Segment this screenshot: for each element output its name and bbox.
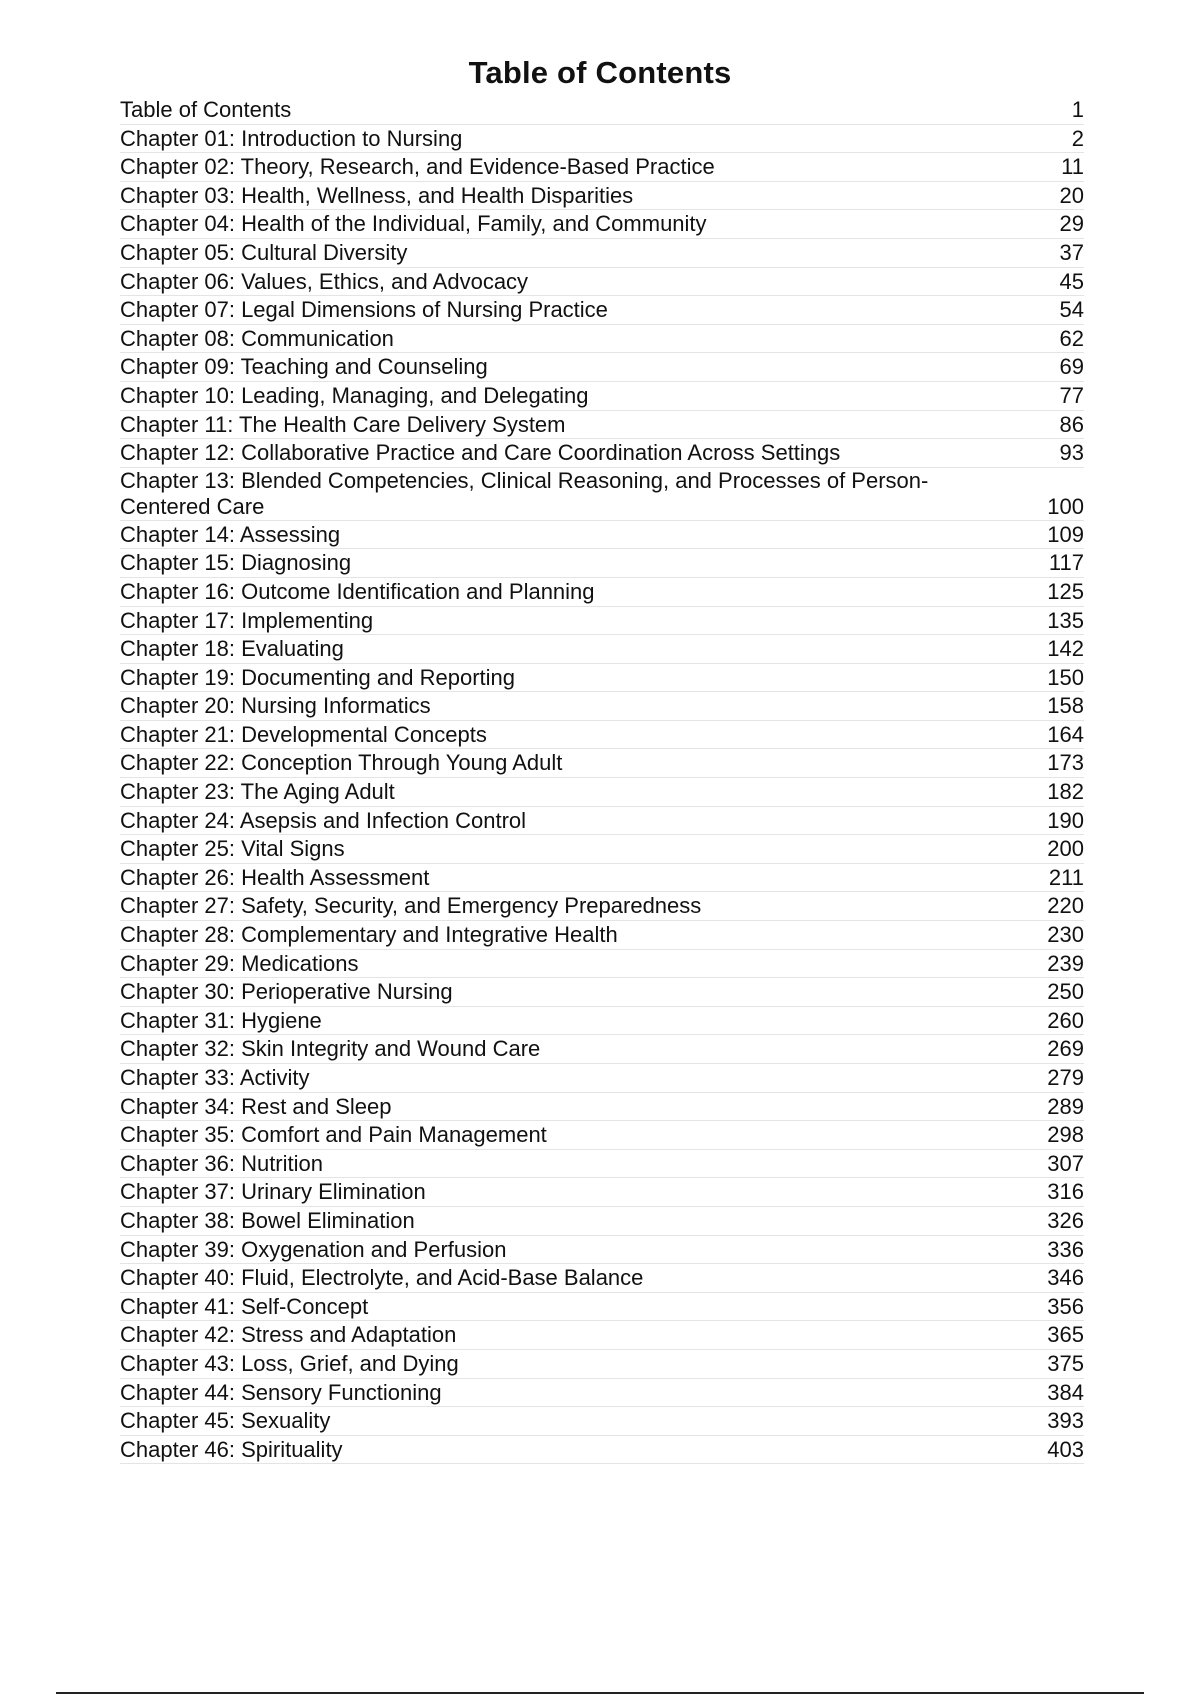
toc-entry-page-number: 93 bbox=[1059, 440, 1084, 466]
toc-entry-page-number: 403 bbox=[1047, 1436, 1084, 1462]
toc-entry-page-number: 326 bbox=[1047, 1207, 1084, 1233]
toc-entry-page-number: 279 bbox=[1047, 1065, 1084, 1090]
toc-entry[interactable] bbox=[120, 1350, 1084, 1379]
toc-entry-label: Chapter 11: The Health Care Delivery System bbox=[120, 411, 566, 437]
toc-entry-label: Chapter 44: Sensory Functioning bbox=[120, 1379, 442, 1405]
toc-entry[interactable] bbox=[120, 96, 1084, 125]
toc-entry[interactable] bbox=[120, 153, 1084, 182]
toc-entry[interactable] bbox=[120, 692, 1084, 721]
toc-entry-label: Chapter 42: Stress and Adaptation bbox=[120, 1322, 457, 1348]
toc-entry[interactable] bbox=[120, 778, 1084, 807]
toc-entry[interactable] bbox=[120, 1207, 1084, 1236]
toc-entry-page-number: 289 bbox=[1047, 1093, 1084, 1119]
toc-entry-label: Chapter 17: Implementing bbox=[120, 607, 374, 633]
toc-entry-page-number: 158 bbox=[1047, 693, 1084, 719]
toc-entry-page-number: 2 bbox=[1071, 125, 1084, 151]
toc-entry-page-number: 211 bbox=[1048, 864, 1084, 890]
toc-entry[interactable] bbox=[120, 325, 1084, 354]
toc-entry-label: Chapter 30: Perioperative Nursing bbox=[120, 979, 453, 1005]
toc-entry-label: Chapter 07: Legal Dimensions of Nursing Practice bbox=[120, 297, 608, 323]
toc-entry-page-number: 37 bbox=[1059, 239, 1084, 265]
toc-entry-label: Chapter 33: Activity bbox=[120, 1065, 310, 1090]
toc-entry[interactable] bbox=[120, 607, 1084, 636]
toc-entry-label: Chapter 37: Urinary Elimination bbox=[120, 1179, 426, 1205]
toc-entry-page-number: 54 bbox=[1059, 297, 1084, 323]
toc-entry-label: Chapter 08: Communication bbox=[120, 325, 394, 351]
toc-entry[interactable] bbox=[120, 1293, 1084, 1322]
toc-entry-page-number: 1 bbox=[1071, 97, 1084, 122]
toc-entry-label: Chapter 23: The Aging Adult bbox=[120, 779, 395, 805]
toc-entry-page-number: 69 bbox=[1059, 354, 1084, 380]
toc-entry[interactable] bbox=[120, 835, 1084, 864]
toc-entry[interactable] bbox=[120, 1321, 1084, 1350]
toc-entry-label: Chapter 28: Complementary and Integrative Health bbox=[120, 922, 618, 948]
toc-entry-page-number: 100 bbox=[1047, 493, 1084, 519]
toc-entry-label: Chapter 12: Collaborative Practice and Care Coordination Across Settings bbox=[120, 440, 841, 466]
toc-entry[interactable] bbox=[120, 921, 1084, 950]
toc-entry[interactable] bbox=[120, 268, 1084, 297]
toc-entry-page-number: 86 bbox=[1059, 411, 1084, 437]
toc-entry-page-number: 173 bbox=[1047, 750, 1084, 776]
bottom-rule bbox=[56, 1692, 1144, 1694]
toc-entry-page-number: 109 bbox=[1047, 521, 1084, 547]
toc-entry-page-number: 62 bbox=[1059, 325, 1084, 351]
toc-entry-page-number: 230 bbox=[1047, 922, 1084, 948]
toc-entry-page-number: 356 bbox=[1047, 1293, 1084, 1319]
toc-entry-page-number: 336 bbox=[1047, 1236, 1084, 1262]
toc-entry[interactable] bbox=[120, 1150, 1084, 1179]
toc-entry[interactable] bbox=[120, 239, 1084, 268]
toc-entry-page-number: 45 bbox=[1059, 268, 1084, 294]
toc-entry-label: Chapter 36: Nutrition bbox=[120, 1150, 323, 1176]
toc-entry-label: Chapter 04: Health of the Individual, Family, and Community bbox=[120, 211, 707, 237]
toc-entry[interactable] bbox=[120, 411, 1084, 440]
table-of-contents bbox=[120, 96, 1084, 1464]
toc-entry-page-number: 269 bbox=[1047, 1036, 1084, 1062]
toc-entry[interactable] bbox=[120, 1035, 1084, 1064]
toc-entry-label: Chapter 41: Self-Concept bbox=[120, 1293, 369, 1319]
toc-entry-page-number: 316 bbox=[1047, 1179, 1084, 1205]
toc-entry-label: Chapter 13: Blended Competencies, Clinical Reasoning, and Processes of Person-Centered Care bbox=[120, 467, 929, 519]
toc-entry-label: Chapter 05: Cultural Diversity bbox=[120, 239, 408, 265]
toc-entry-label: Chapter 10: Leading, Managing, and Delegating bbox=[120, 382, 589, 408]
toc-entry[interactable] bbox=[120, 664, 1084, 693]
toc-entry[interactable] bbox=[120, 549, 1084, 578]
toc-entry-label: Chapter 34: Rest and Sleep bbox=[120, 1093, 392, 1119]
toc-entry[interactable] bbox=[120, 1178, 1084, 1207]
toc-entry[interactable] bbox=[120, 578, 1084, 607]
toc-entry-page-number: 298 bbox=[1047, 1122, 1084, 1148]
toc-entry[interactable] bbox=[120, 721, 1084, 750]
toc-entry-label: Chapter 26: Health Assessment bbox=[120, 864, 430, 890]
toc-entry-label: Chapter 27: Safety, Security, and Emergency Preparedness bbox=[120, 893, 702, 919]
toc-entry-label: Chapter 03: Health, Wellness, and Health Disparities bbox=[120, 182, 634, 208]
toc-entry[interactable] bbox=[120, 1007, 1084, 1036]
toc-entry[interactable] bbox=[120, 1264, 1084, 1293]
toc-entry-label: Chapter 39: Oxygenation and Perfusion bbox=[120, 1236, 507, 1262]
toc-entry-label: Chapter 20: Nursing Informatics bbox=[120, 693, 431, 719]
toc-entry-label: Chapter 45: Sexuality bbox=[120, 1408, 331, 1434]
toc-entry-label: Chapter 02: Theory, Research, and Evidence-Based Practice bbox=[120, 154, 715, 180]
toc-entry-label: Chapter 21: Developmental Concepts bbox=[120, 721, 487, 747]
toc-entry[interactable] bbox=[120, 125, 1084, 154]
toc-entry-page-number: 11 bbox=[1061, 154, 1084, 180]
toc-entry-page-number: 346 bbox=[1047, 1265, 1084, 1291]
toc-entry[interactable] bbox=[120, 864, 1084, 893]
toc-entry-page-number: 125 bbox=[1047, 578, 1084, 604]
toc-entry-label: Chapter 01: Introduction to Nursing bbox=[120, 125, 463, 151]
toc-entry-page-number: 117 bbox=[1048, 550, 1084, 576]
toc-entry-page-number: 307 bbox=[1047, 1150, 1084, 1176]
toc-entry-page-number: 393 bbox=[1047, 1408, 1084, 1434]
toc-entry[interactable] bbox=[120, 1121, 1084, 1150]
toc-entry-label: Chapter 38: Bowel Elimination bbox=[120, 1207, 415, 1233]
toc-entry-page-number: 200 bbox=[1047, 836, 1084, 862]
toc-entry-page-number: 260 bbox=[1047, 1007, 1084, 1033]
toc-entry-label: Chapter 46: Spirituality bbox=[120, 1436, 343, 1462]
toc-entry[interactable] bbox=[120, 210, 1084, 239]
toc-entry[interactable] bbox=[120, 1093, 1084, 1122]
toc-entry[interactable] bbox=[120, 468, 1084, 521]
toc-entry[interactable] bbox=[120, 807, 1084, 836]
toc-entry[interactable] bbox=[120, 1236, 1084, 1265]
toc-entry-label: Chapter 32: Skin Integrity and Wound Care bbox=[120, 1036, 541, 1062]
toc-entry-label: Chapter 14: Assessing bbox=[120, 521, 341, 547]
toc-entry-label: Chapter 31: Hygiene bbox=[120, 1007, 322, 1033]
toc-entry[interactable] bbox=[120, 1064, 1084, 1093]
toc-entry-page-number: 164 bbox=[1047, 721, 1084, 747]
toc-entry[interactable] bbox=[120, 950, 1084, 979]
toc-entry[interactable] bbox=[120, 521, 1084, 550]
toc-entry[interactable] bbox=[120, 892, 1084, 921]
toc-entry-label: Chapter 35: Comfort and Pain Management bbox=[120, 1122, 547, 1148]
toc-entry-label: Chapter 25: Vital Signs bbox=[120, 836, 345, 862]
toc-entry-label: Table of Contents bbox=[120, 97, 292, 122]
toc-entry-page-number: 77 bbox=[1059, 382, 1084, 408]
toc-entry-page-number: 182 bbox=[1047, 779, 1084, 805]
toc-entry[interactable] bbox=[120, 1379, 1084, 1408]
toc-entry-page-number: 190 bbox=[1047, 807, 1084, 833]
toc-entry-label: Chapter 29: Medications bbox=[120, 950, 359, 976]
toc-entry[interactable] bbox=[120, 439, 1084, 468]
toc-entry-page-number: 220 bbox=[1047, 893, 1084, 919]
toc-entry-label: Chapter 22: Conception Through Young Adult bbox=[120, 750, 563, 776]
toc-entry[interactable] bbox=[120, 353, 1084, 382]
toc-entry-label: Chapter 15: Diagnosing bbox=[120, 550, 352, 576]
toc-entry[interactable] bbox=[120, 1436, 1084, 1465]
toc-entry-page-number: 375 bbox=[1047, 1350, 1084, 1376]
toc-entry-label: Chapter 40: Fluid, Electrolyte, and Acid-Base Balance bbox=[120, 1265, 644, 1291]
toc-entry-page-number: 365 bbox=[1047, 1322, 1084, 1348]
toc-entry-page-number: 20 bbox=[1059, 182, 1084, 208]
page-title: Table of Contents bbox=[468, 54, 732, 90]
toc-entry-label: Chapter 24: Asepsis and Infection Control bbox=[120, 807, 527, 833]
toc-entry-page-number: 150 bbox=[1047, 664, 1084, 690]
toc-entry-page-number: 142 bbox=[1047, 636, 1084, 662]
toc-entry-label: Chapter 16: Outcome Identification and Planning bbox=[120, 578, 595, 604]
toc-entry[interactable] bbox=[120, 749, 1084, 778]
toc-entry[interactable] bbox=[120, 182, 1084, 211]
toc-entry[interactable] bbox=[120, 1407, 1084, 1436]
toc-entry-page-number: 29 bbox=[1059, 211, 1084, 237]
toc-entry[interactable] bbox=[120, 978, 1084, 1007]
toc-entry-label: Chapter 43: Loss, Grief, and Dying bbox=[120, 1350, 459, 1376]
toc-entry-label: Chapter 18: Evaluating bbox=[120, 636, 344, 662]
toc-entry-page-number: 239 bbox=[1047, 950, 1084, 976]
toc-entry-label: Chapter 06: Values, Ethics, and Advocacy bbox=[120, 268, 529, 294]
toc-entry-page-number: 135 bbox=[1047, 607, 1084, 633]
toc-entry-page-number: 384 bbox=[1047, 1379, 1084, 1405]
toc-entry[interactable] bbox=[120, 382, 1084, 411]
toc-entry[interactable] bbox=[120, 296, 1084, 325]
toc-entry-page-number: 250 bbox=[1047, 979, 1084, 1005]
toc-entry-label: Chapter 19: Documenting and Reporting bbox=[120, 664, 516, 690]
toc-entry[interactable] bbox=[120, 635, 1084, 664]
toc-entry-label: Chapter 09: Teaching and Counseling bbox=[120, 354, 488, 380]
